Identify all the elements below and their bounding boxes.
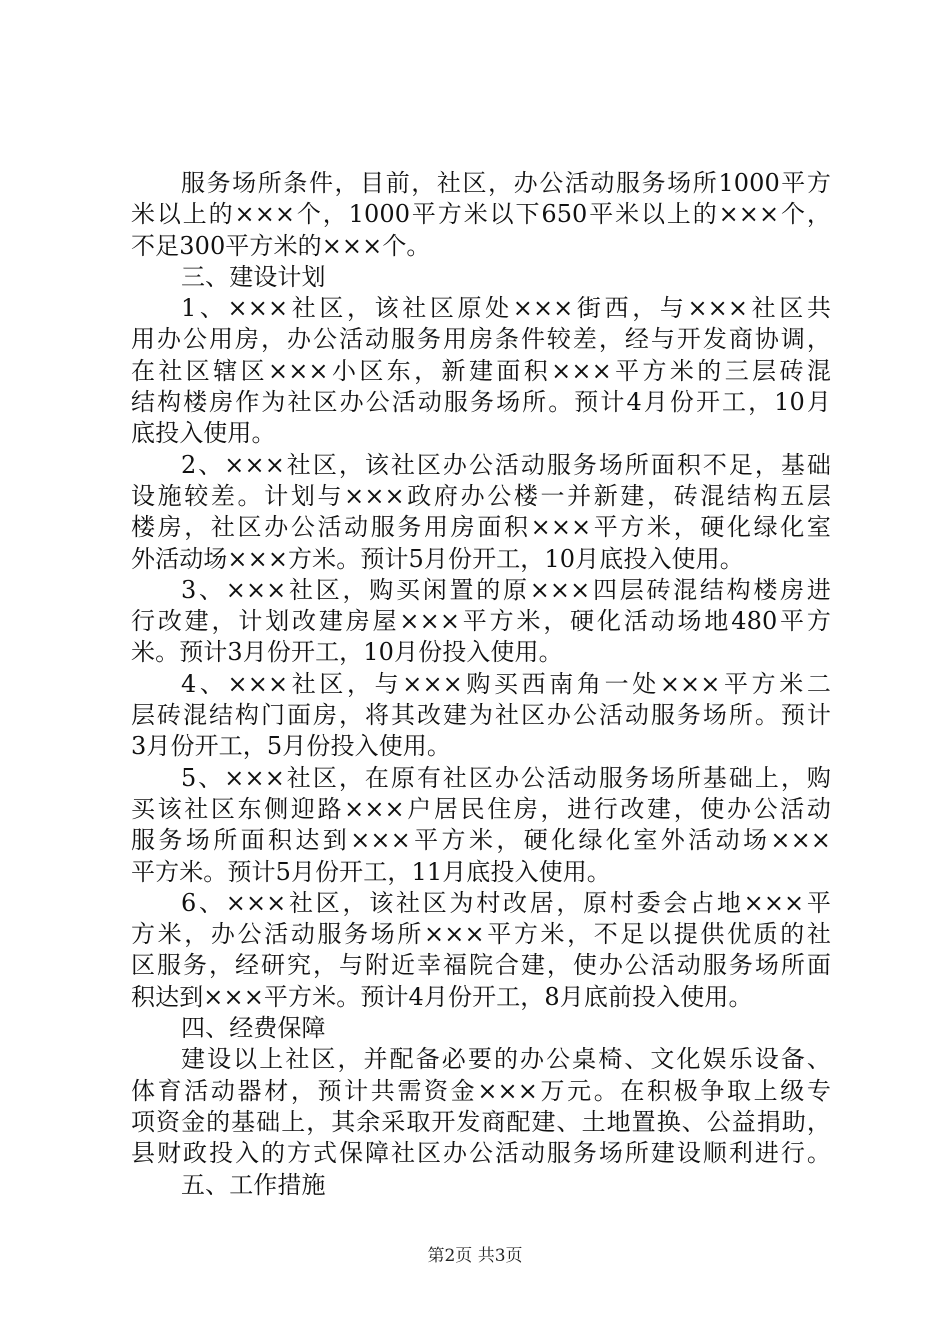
text-line: 设施较差。计划与×××政府办公楼一并新建，砖混结构五层 xyxy=(131,481,831,510)
text-line: 2、×××社区，该社区办公活动服务场所面积不足，基础 xyxy=(181,450,831,479)
text-line: 6、×××社区，该社区为村改居，原村委会占地×××平 xyxy=(181,888,831,917)
text-line: 楼房，社区办公活动服务用房面积×××平方米，硬化绿化室 xyxy=(131,513,831,542)
text-line: 底投入使用。 xyxy=(131,419,276,448)
text-line: 服务场所条件，目前，社区，办公活动服务场所1000平方 xyxy=(181,169,831,197)
text-line: 平方米。预计5月份开工，11月底投入使用。 xyxy=(131,857,611,886)
text-line: 县财政投入的方式保障社区办公活动服务场所建设顺利进行。 xyxy=(131,1139,831,1168)
text-line: 米。预计3月份开工，10月份投入使用。 xyxy=(131,638,563,667)
text-line: 体育活动器材，预计共需资金×××万元。在积极争取上级专 xyxy=(131,1076,831,1105)
text-line: 四、经费保障 xyxy=(181,1014,326,1043)
text-line: 1、×××社区，该社区原处×××街西，与×××社区共 xyxy=(181,294,831,323)
text-line: 行改建，计划改建房屋×××平方米，硬化活动场地480平方 xyxy=(131,607,831,636)
text-line: 不足300平方米的×××个。 xyxy=(131,231,431,260)
page-footer: 第2页 共3页 xyxy=(427,1246,523,1266)
text-line: 3月份开工，5月份投入使用。 xyxy=(131,732,451,761)
text-line: 层砖混结构门面房，将其改建为社区办公活动服务场所。预计 xyxy=(131,701,831,730)
text-line: 用办公用房，办公活动服务用房条件较差，经与开发商协调， xyxy=(131,325,831,354)
text-line: 建设以上社区，并配备必要的办公桌椅、文化娱乐设备、 xyxy=(181,1045,831,1074)
text-line: 4、×××社区，与×××购买西南角一处×××平方米二 xyxy=(181,669,831,698)
text-line: 买该社区东侧迎路×××户居民住房，进行改建，使办公活动 xyxy=(131,794,831,823)
text-line: 在社区辖区×××小区东，新建面积×××平方米的三层砖混 xyxy=(131,356,831,385)
text-line: 米以上的×××个，1000平方米以下650平米以上的×××个， xyxy=(131,200,831,229)
text-line: 区服务，经研究，与附近幸福院合建，使办公活动服务场所面 xyxy=(131,951,831,980)
document-body xyxy=(131,168,831,1201)
text-line: 3、×××社区，购买闲置的原×××四层砖混结构楼房进 xyxy=(181,575,831,604)
text-line: 5、×××社区，在原有社区办公活动服务场所基础上，购 xyxy=(181,763,831,792)
text-line: 服务场所面积达到×××平方米，硬化绿化室外活动场××× xyxy=(131,826,831,855)
text-line: 三、建设计划 xyxy=(181,262,326,291)
text-line: 积达到×××平方米。预计4月份开工，8月底前投入使用。 xyxy=(131,982,753,1011)
text-line: 项资金的基础上，其余采取开发商配建、土地置换、公益捐助， xyxy=(131,1107,831,1136)
text-line: 外活动场×××方米。预计5月份开工，10月底投入使用。 xyxy=(131,544,744,573)
text-line: 结构楼房作为社区办公活动服务场所。预计4月份开工，10月 xyxy=(131,388,831,417)
text-line: 方米，办公活动服务场所×××平方米，不足以提供优质的社 xyxy=(131,920,831,949)
text-line: 五、工作措施 xyxy=(181,1170,326,1199)
